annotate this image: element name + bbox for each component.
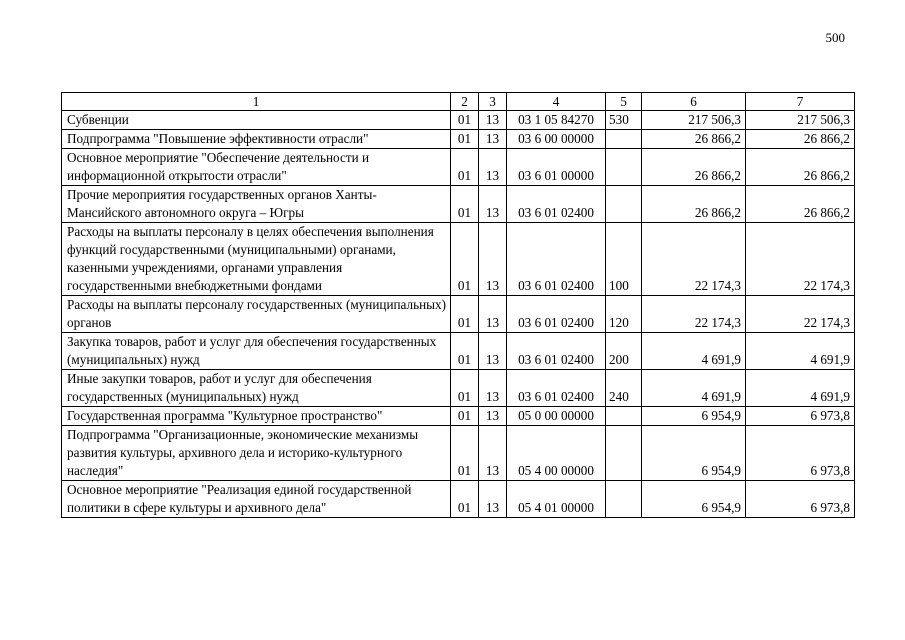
row-subsection: 13: [479, 481, 507, 518]
column-header: 6: [642, 93, 746, 111]
row-subsection: 13: [479, 370, 507, 407]
row-name: Закупка товаров, работ и услуг для обеспечения государственных (муниципальных) нужд: [62, 333, 451, 370]
table-row: [62, 426, 855, 481]
column-header: 2: [451, 93, 479, 111]
row-amount-7: 26 866,2: [746, 130, 855, 149]
row-section: 01: [451, 481, 479, 518]
row-amount-6: 26 866,2: [642, 186, 746, 223]
row-amount-6: 4 691,9: [642, 370, 746, 407]
row-section: 01: [451, 370, 479, 407]
row-target-code: 03 6 01 02400: [507, 370, 606, 407]
row-subsection: 13: [479, 333, 507, 370]
table-row: [62, 481, 855, 518]
row-target-code: 03 6 01 02400: [507, 186, 606, 223]
row-expense-type: 240: [606, 370, 642, 407]
row-target-code: 03 1 05 84270: [507, 111, 606, 130]
row-target-code: 03 6 01 02400: [507, 296, 606, 333]
row-section: 01: [451, 333, 479, 370]
row-name: Субвенции: [62, 111, 451, 130]
row-target-code: 03 6 01 02400: [507, 223, 606, 296]
row-amount-7: 26 866,2: [746, 149, 855, 186]
table-row: [62, 186, 855, 223]
row-expense-type: [606, 130, 642, 149]
row-amount-7: 26 866,2: [746, 186, 855, 223]
row-subsection: 13: [479, 223, 507, 296]
row-name: Расходы на выплаты персоналу государственных (муниципальных) органов: [62, 296, 451, 333]
table-row: [62, 223, 855, 296]
row-amount-6: 26 866,2: [642, 130, 746, 149]
row-name: Основное мероприятие "Реализация единой государственной политики в сфере культуры и архивного дела": [62, 481, 451, 518]
table-header-row: [62, 93, 855, 111]
row-target-code: 03 6 01 00000: [507, 149, 606, 186]
column-header: 5: [606, 93, 642, 111]
row-expense-type: 200: [606, 333, 642, 370]
row-section: 01: [451, 407, 479, 426]
page-number: 500: [825, 30, 845, 45]
row-amount-7: 4 691,9: [746, 370, 855, 407]
row-amount-7: 6 973,8: [746, 426, 855, 481]
row-amount-7: 22 174,3: [746, 296, 855, 333]
table-row: [62, 111, 855, 130]
row-amount-6: 217 506,3: [642, 111, 746, 130]
row-amount-6: 26 866,2: [642, 149, 746, 186]
column-header: 4: [507, 93, 606, 111]
row-amount-7: 217 506,3: [746, 111, 855, 130]
row-expense-type: 530: [606, 111, 642, 130]
budget-table: [61, 92, 855, 518]
row-section: 01: [451, 186, 479, 223]
row-section: 01: [451, 296, 479, 333]
row-amount-7: 22 174,3: [746, 223, 855, 296]
row-expense-type: 100: [606, 223, 642, 296]
row-target-code: 05 4 01 00000: [507, 481, 606, 518]
row-name: Расходы на выплаты персоналу в целях обеспечения выполнения функций государственными (муниципальными) органами, казенными учреждениями, органами управления государственными внебюджетными фондами: [62, 223, 451, 296]
row-subsection: 13: [479, 186, 507, 223]
row-name: Иные закупки товаров, работ и услуг для обеспечения государственных (муниципальных) нужд: [62, 370, 451, 407]
row-expense-type: [606, 426, 642, 481]
column-header: 7: [746, 93, 855, 111]
row-amount-6: 6 954,9: [642, 481, 746, 518]
row-subsection: 13: [479, 149, 507, 186]
table-row: [62, 333, 855, 370]
row-expense-type: [606, 481, 642, 518]
row-amount-6: 22 174,3: [642, 296, 746, 333]
row-expense-type: [606, 407, 642, 426]
row-subsection: 13: [479, 426, 507, 481]
row-amount-7: 4 691,9: [746, 333, 855, 370]
row-expense-type: [606, 186, 642, 223]
row-section: 01: [451, 426, 479, 481]
column-header: 1: [62, 93, 451, 111]
column-header: 3: [479, 93, 507, 111]
row-target-code: 03 6 00 00000: [507, 130, 606, 149]
table-row: [62, 370, 855, 407]
row-expense-type: [606, 149, 642, 186]
row-amount-6: 22 174,3: [642, 223, 746, 296]
row-amount-7: 6 973,8: [746, 407, 855, 426]
row-section: 01: [451, 130, 479, 149]
row-name: Прочие мероприятия государственных органов Ханты-Мансийского автономного округа – Югры: [62, 186, 451, 223]
row-name: Подпрограмма "Повышение эффективности отрасли": [62, 130, 451, 149]
row-subsection: 13: [479, 407, 507, 426]
row-subsection: 13: [479, 296, 507, 333]
row-target-code: 03 6 01 02400: [507, 333, 606, 370]
row-target-code: 05 0 00 00000: [507, 407, 606, 426]
row-target-code: 05 4 00 00000: [507, 426, 606, 481]
table-row: [62, 407, 855, 426]
row-section: 01: [451, 111, 479, 130]
row-amount-7: 6 973,8: [746, 481, 855, 518]
row-name: Основное мероприятие "Обеспечение деятельности и информационной открытости отрасли": [62, 149, 451, 186]
row-section: 01: [451, 149, 479, 186]
table-row: [62, 149, 855, 186]
row-name: Государственная программа "Культурное пространство": [62, 407, 451, 426]
row-section: 01: [451, 223, 479, 296]
row-expense-type: 120: [606, 296, 642, 333]
table-row: [62, 296, 855, 333]
table-row: [62, 130, 855, 149]
row-amount-6: 6 954,9: [642, 407, 746, 426]
row-name: Подпрограмма "Организационные, экономические механизмы развития культуры, архивного дела и историко-культурного наследия": [62, 426, 451, 481]
row-amount-6: 4 691,9: [642, 333, 746, 370]
row-amount-6: 6 954,9: [642, 426, 746, 481]
row-subsection: 13: [479, 130, 507, 149]
row-subsection: 13: [479, 111, 507, 130]
